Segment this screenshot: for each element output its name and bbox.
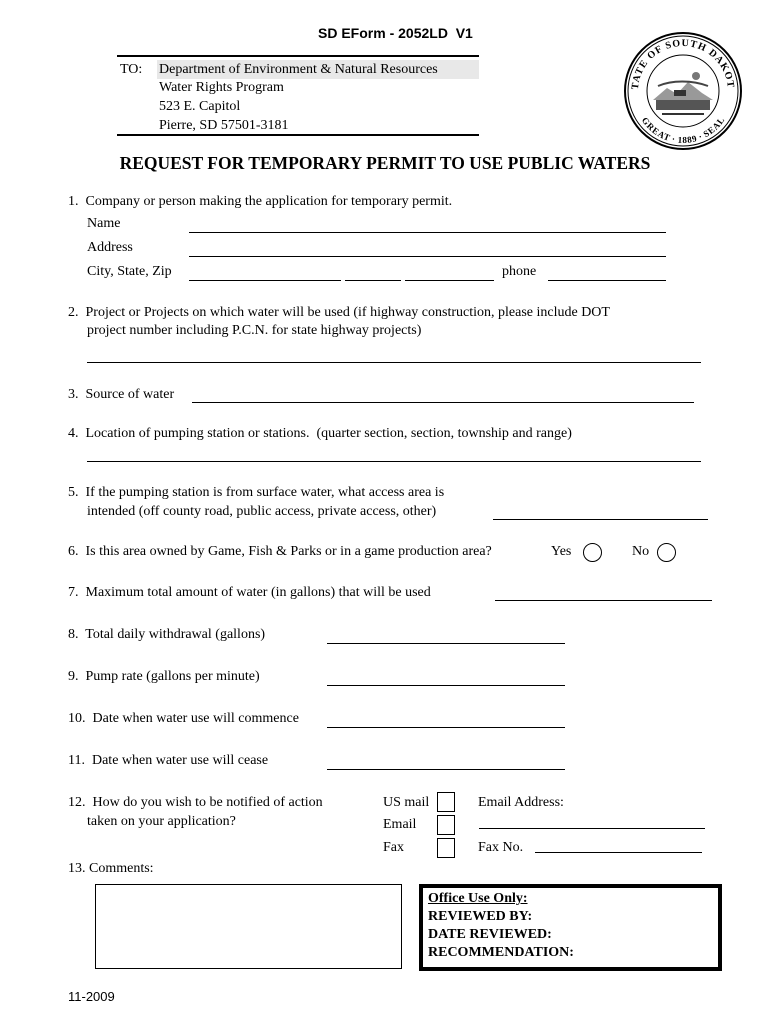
zip-field[interactable] <box>406 263 493 279</box>
address-line-2: Water Rights Program <box>159 80 284 95</box>
address-field[interactable] <box>190 239 665 255</box>
max-amount-field[interactable] <box>496 583 711 599</box>
q7-question: 7. Maximum total amount of water (in gallons) that will be used <box>68 585 431 600</box>
address-line <box>189 256 666 257</box>
recommendation-label: RECOMMENDATION: <box>428 945 574 960</box>
location-field[interactable] <box>88 444 700 460</box>
cease-date-field[interactable] <box>328 752 564 768</box>
pump-rate-field[interactable] <box>328 668 564 684</box>
email-checkbox[interactable] <box>437 815 455 835</box>
pump-rate-line <box>327 685 565 686</box>
fax-checkbox[interactable] <box>437 838 455 858</box>
state-field[interactable] <box>346 263 400 279</box>
project-field[interactable] <box>88 345 700 361</box>
q2-question-line-2: project number including P.C.N. for state highway projects) <box>87 323 422 338</box>
q11-question: 11. Date when water use will cease <box>68 753 269 768</box>
q13-label: 13. Comments: <box>68 861 154 876</box>
us-mail-label: US mail <box>383 795 430 810</box>
zip-line <box>405 280 494 281</box>
source-line <box>192 402 694 403</box>
to-label: TO: <box>120 62 143 77</box>
cease-date-line <box>327 769 565 770</box>
city-state-zip-label: City, State, Zip <box>87 264 172 279</box>
email-address-field[interactable] <box>480 811 704 827</box>
office-use-heading: Office Use Only: <box>428 891 528 906</box>
fax-no-line <box>535 852 702 853</box>
fax-label: Fax <box>383 840 404 855</box>
daily-withdrawal-line <box>327 643 565 644</box>
email-label: Email <box>383 817 417 832</box>
access-area-field[interactable] <box>494 502 707 518</box>
yes-radio[interactable] <box>583 543 602 562</box>
state-line <box>345 280 401 281</box>
address-line-1: Department of Environment & Natural Resources <box>159 62 438 77</box>
comments-box[interactable] <box>95 884 402 969</box>
q6-question: 6. Is this area owned by Game, Fish & Parks or in a game production area? <box>68 544 492 559</box>
phone-label: phone <box>502 264 537 279</box>
address-rule-top <box>117 55 479 57</box>
state-seal <box>622 30 744 152</box>
name-line <box>189 232 666 233</box>
commence-date-field[interactable] <box>328 710 564 726</box>
no-radio[interactable] <box>657 543 676 562</box>
form-id: SD EForm - 2052LD V1 <box>318 25 473 41</box>
q5-question-line-2: intended (off county road, public access, private access, other) <box>87 504 437 519</box>
q9-question: 9. Pump rate (gallons per minute) <box>68 669 260 684</box>
address-line-4: Pierre, SD 57501-3181 <box>159 118 289 133</box>
daily-withdrawal-field[interactable] <box>328 626 564 642</box>
us-mail-checkbox[interactable] <box>437 792 455 812</box>
reviewed-by-label: REVIEWED BY: <box>428 909 533 924</box>
page-title: REQUEST FOR TEMPORARY PERMIT TO USE PUBLIC WATERS <box>119 153 651 173</box>
source-field[interactable] <box>193 385 693 401</box>
q8-question: 8. Total daily withdrawal (gallons) <box>68 627 266 642</box>
date-reviewed-label: DATE REVIEWED: <box>428 927 552 942</box>
seal-top-text: TATE OF SOUTH DAKOT <box>629 37 736 91</box>
name-label: Name <box>87 216 121 231</box>
email-address-label: Email Address: <box>478 795 564 810</box>
q1-question: 1. Company or person making the application for temporary permit. <box>68 194 453 209</box>
yes-label: Yes <box>551 544 572 559</box>
name-field[interactable] <box>190 215 665 231</box>
address-line-3: 523 E. Capitol <box>159 99 241 114</box>
city-field[interactable] <box>190 263 340 279</box>
location-line <box>87 461 701 462</box>
city-line <box>189 280 341 281</box>
q3-question: 3. Source of water <box>68 387 175 402</box>
commence-date-line <box>327 727 565 728</box>
project-line <box>87 362 701 363</box>
q12-question-line-2: taken on your application? <box>87 814 236 829</box>
no-label: No <box>632 544 650 559</box>
address-rule-bottom <box>117 134 479 136</box>
q5-question-line-1: 5. If the pumping station is from surface water, what access area is <box>68 485 445 500</box>
fax-no-label: Fax No. <box>478 840 524 855</box>
fax-no-field[interactable] <box>536 835 701 851</box>
phone-field[interactable] <box>549 263 665 279</box>
q10-question: 10. Date when water use will commence <box>68 711 299 726</box>
revision-date: 11-2009 <box>68 989 115 1004</box>
address-label: Address <box>87 240 133 255</box>
q4-question: 4. Location of pumping station or stations. (quarter section, section, township and range) <box>68 426 572 441</box>
phone-line <box>548 280 666 281</box>
q2-question-line-1: 2. Project or Projects on which water will be used (if highway construction, please include DOT <box>68 305 610 320</box>
access-area-line <box>493 519 708 520</box>
seal-bottom-text: GREAT · 1889 · SEAL <box>639 115 727 146</box>
max-amount-line <box>495 600 712 601</box>
email-address-line <box>479 828 705 829</box>
q12-question-line-1: 12. How do you wish to be notified of action <box>68 795 323 810</box>
